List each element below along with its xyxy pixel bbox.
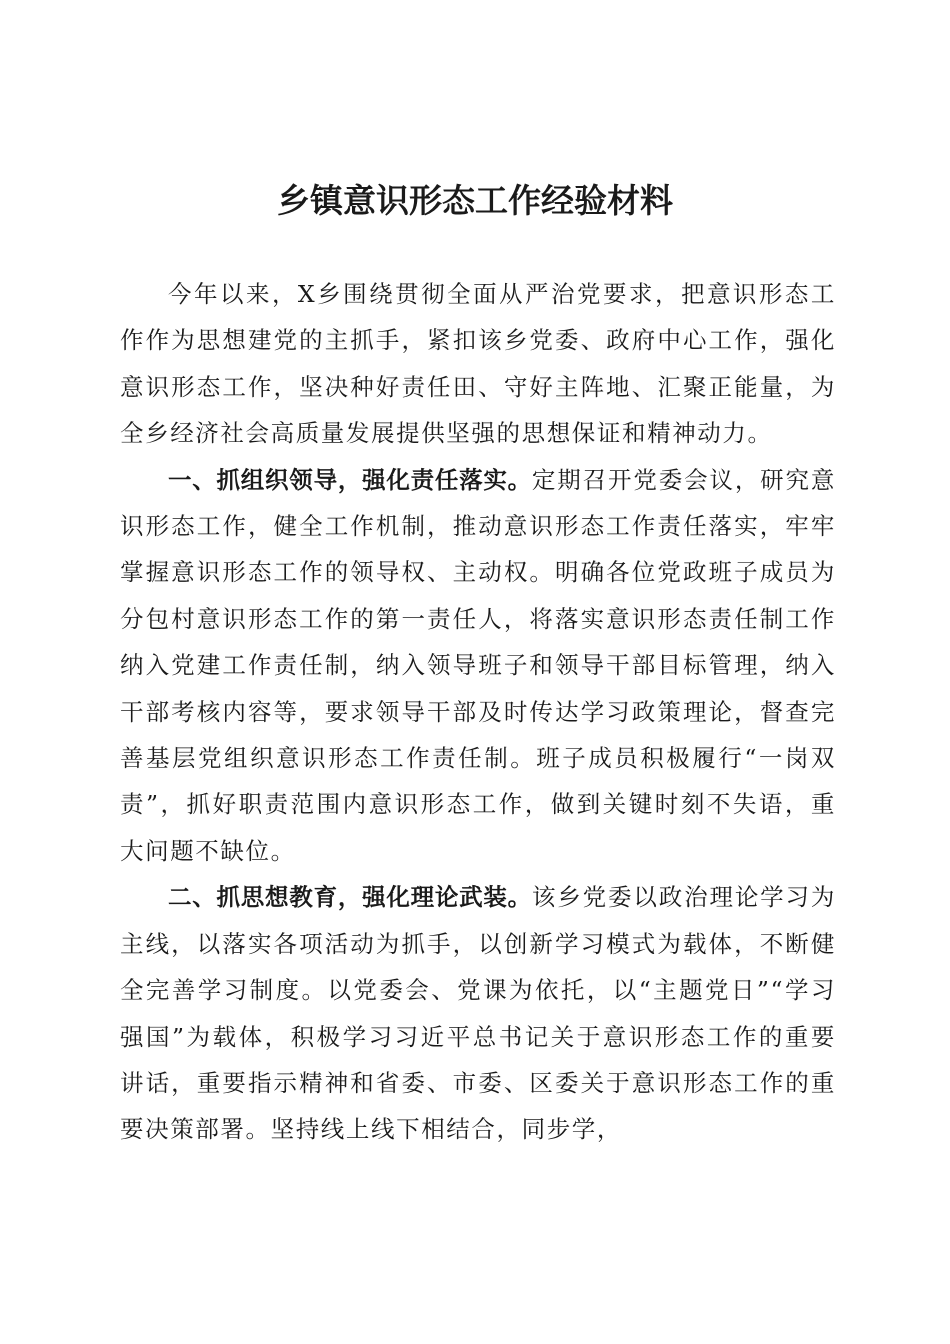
paragraph-text: 定期召开党委会议，研究意识形态工作，健全工作机制，推动意识形态工作责任落实，牢牢掌握意识形态工作的领导权、主动权。明确各位党政班子成员为分包村意识形态工作的第一责任人，将落实意识形态责任制工作纳入党建工作责任制，纳入领导班子和领导干部目标管理，纳入干部考核内容等，要求领导干部及时传达学习政策理论，督查完善基层党组织意识形态工作责任制。班子成员积极履行“一岗双责”，抓好职责范围内意识形态工作，做到关键时刻不失语，重大问题不缺位。	[120, 465, 836, 865]
paragraph-text: 该乡党委以政治理论学习为主线，以落实各项活动为抓手，以创新学习模式为载体，不断健全完善学习制度。以党委会、党课为依托，以“主题党日”“学习强国”为载体，积极学习习近平总书记关于意识形态工作的重要讲话，重要指示精神和省委、市委、区委关于意识形态工作的重要决策部署。坚持线上线下相结合，同步学，	[120, 883, 836, 1144]
document-title: 乡镇意识形态工作经验材料	[277, 181, 673, 220]
section-1-heading: 一、抓组织领导，强化责任落实。	[168, 465, 532, 494]
intro-paragraph	[120, 271, 836, 457]
section-2-paragraph	[120, 874, 836, 1152]
paragraph-text: 今年以来，X乡围绕贯彻全面从严治党要求，把意识形态工作作为思想建党的主抓手，紧扣该乡党委、政府中心工作，强化意识形态工作，坚决种好责任田、守好主阵地、汇聚正能量，为全乡经济社会高质量发展提供坚强的思想保证和精神动力。	[120, 280, 836, 448]
section-1-paragraph	[120, 457, 836, 875]
section-2-heading: 二、抓思想教育，强化理论武装。	[168, 883, 532, 912]
document-body	[120, 271, 836, 1153]
